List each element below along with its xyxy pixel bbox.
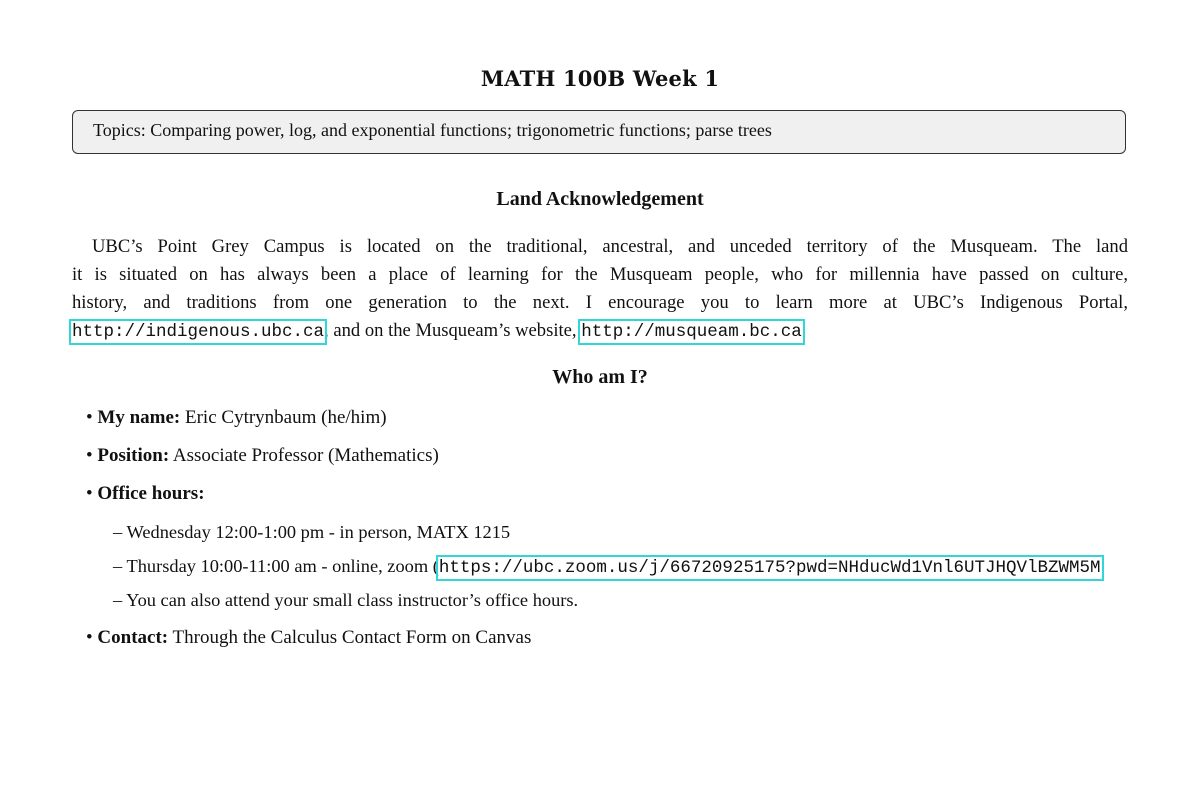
topics-text: Topics: Comparing power, log, and exponential functions; trigonometric functions; parse trees [93, 120, 772, 140]
bullet-position: • Position: Associate Professor (Mathematics) [86, 445, 439, 466]
zoom-link[interactable]: https://ubc.zoom.us/j/66720925175?pwd=NHducWd1Vnl6UTJHQVlBZWM5M [438, 558, 1101, 578]
land-between-text: , and on the Musqueam’s website, [324, 320, 582, 341]
bullet-contact: • Contact: Through the Calculus Contact Form on Canvas [86, 627, 532, 648]
contact-label: Contact: [97, 627, 169, 648]
office-hours-item: – Wednesday 12:00-1:00 pm - in person, MATX 1215 [113, 522, 511, 542]
my-name-label: My name: [97, 407, 181, 428]
office-hours-item-text: Thursday 10:00-11:00 am - online, zoom ( [126, 556, 439, 576]
land-paragraph-line-3: history, and traditions from one generation to the next. I encourage you to learn more at UBC’s Indigenous Portal, [72, 292, 1128, 313]
office-hours-item-text: Wednesday 12:00-1:00 pm - in person, MATX 1215 [126, 522, 511, 542]
my-name-value: Eric Cytrynbaum (he/him) [185, 407, 387, 428]
office-hours-item: – You can also attend your small class instructor’s office hours. [113, 590, 579, 610]
bullet-my-name: • My name: Eric Cytrynbaum (he/him) [86, 407, 387, 428]
position-value: Associate Professor (Mathematics) [172, 445, 439, 466]
office-hours-item-text: You can also attend your small class instructor’s office hours. [126, 590, 579, 610]
office-hours-label: Office hours: [97, 483, 205, 504]
musqueam-website-link[interactable]: http://musqueam.bc.ca [581, 322, 802, 342]
office-hours-item: – Thursday 10:00-11:00 am - online, zoom (https://ubc.zoom.us/j/66720925175?pwd=NHducWd1Vnl6UTJHQVlBZWM5M [113, 556, 1101, 578]
bullet-office-hours: • Office hours: [86, 483, 205, 504]
land-end-text: . [801, 320, 807, 341]
who-am-i-heading: Who am I? [552, 366, 648, 388]
position-label: Position: [97, 445, 170, 466]
page-title: MATH 100B Week 1 [480, 66, 720, 91]
land-acknowledgement-heading: Land Acknowledgement [496, 188, 704, 210]
land-paragraph-line-2: it is situated on has always been a place of learning for the Musqueam people, who for millennia have passed on culture, [72, 264, 1128, 285]
indigenous-portal-link[interactable]: http://indigenous.ubc.ca [72, 322, 325, 342]
contact-value: Through the Calculus Contact Form on Canvas [172, 627, 532, 648]
land-paragraph-line-4 [72, 320, 1128, 342]
land-paragraph-line-1: UBC’s Point Grey Campus is located on the traditional, ancestral, and unceded territory of the Musqueam. The land [92, 236, 1128, 257]
